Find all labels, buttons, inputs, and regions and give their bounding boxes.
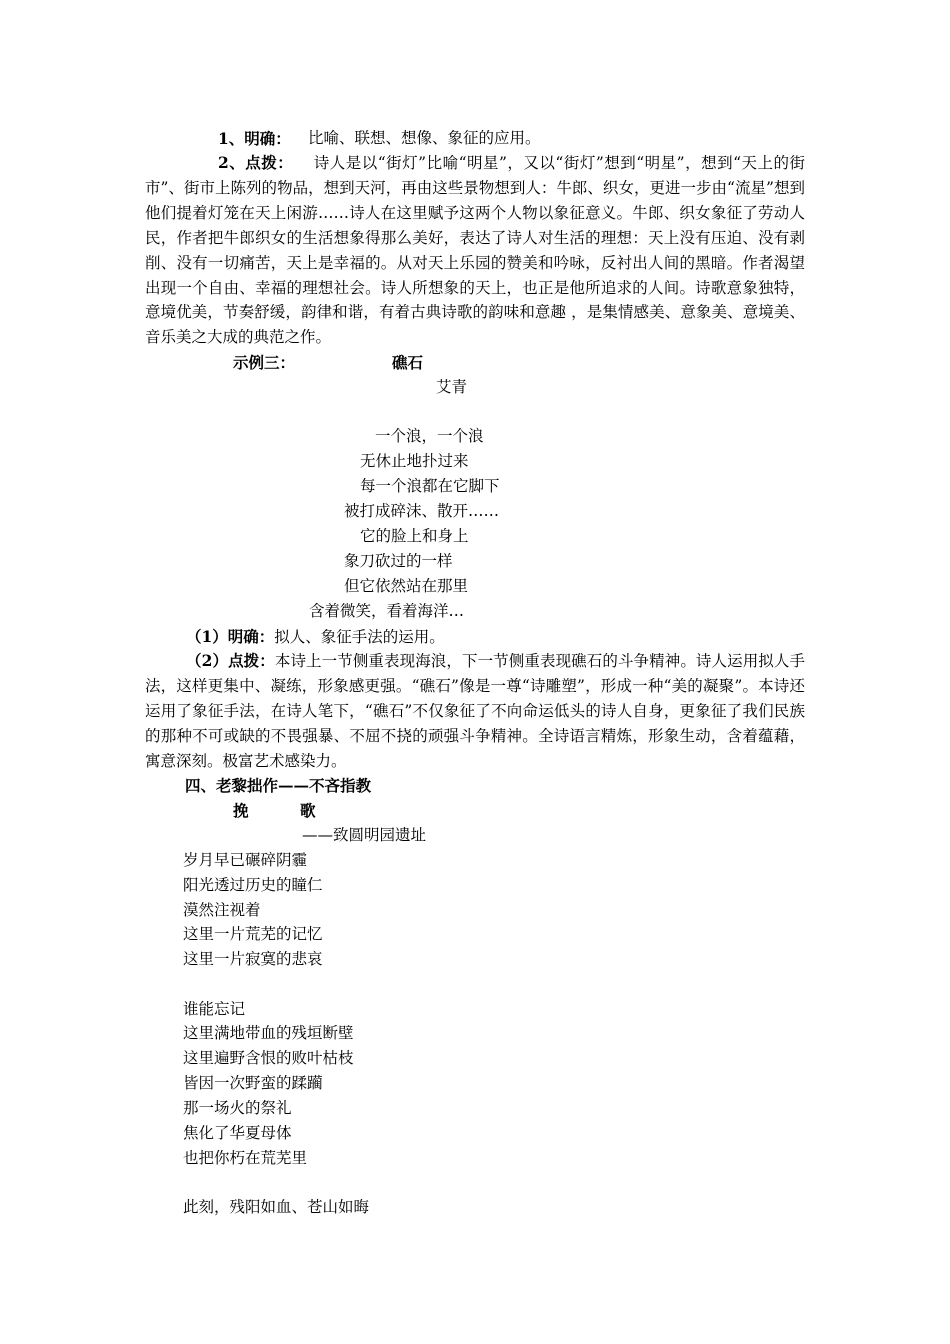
- analysis1-label: （1）明确：: [186, 627, 275, 646]
- item1-label: 1、明确：: [218, 129, 291, 148]
- poem2-line: 皆因一次野蛮的蹂躏: [183, 1074, 323, 1092]
- poem-author: 艾青: [436, 378, 468, 396]
- item2-label: 2、点拨：: [218, 153, 294, 172]
- poem2-line: 岁月早已碾碎阴霾: [183, 851, 308, 869]
- analysis2-label: （2）点拨：: [186, 651, 275, 670]
- poem1-line: 被打成碎沫、散开……: [344, 502, 500, 520]
- poem-title: 礁石: [392, 353, 424, 372]
- poem2-line: 这里一片荒芜的记忆: [183, 925, 323, 943]
- poem1-line: 但它依然站在那里: [344, 577, 469, 595]
- item2-text: 诗人是以“街灯”比喻“明星”，又以“街灯”想到“明星”，想到“天上的街市”、街市上陈列的物品，想到天河，再由这些景物想到人：牛郎、织女，更进一步由“流星”想到他们提着灯笼在天上闲游……诗人在这里赋予这两个人物以象征意义。牛郎、织女象征了劳动人民，作者把牛郎织女的生活想象得那么美好，表达了诗人对生活的理想：天上没有压迫、没有剥削、没有一切痛苦，天上是幸福的。从对天上乐园的赞美和吟咏，反衬出人间的黑暗。作者渴望出现一个自由、幸福的理想社会。诗人所想象的天上，也正是他所追求的人间。诗歌意象独特，意境优美，节奏舒缓，韵律和谐，有着古典诗歌的韵味和意趣 ，是集情感美、意象美、意境美、音乐美之大成的典范之作。: [145, 154, 805, 347]
- poem2-line: 也把你朽在荒芜里: [183, 1149, 308, 1167]
- poem2-title-first: 挽: [233, 801, 249, 820]
- section4-heading: 四、老黎拙作——不吝指教: [185, 776, 372, 795]
- analysis2-text: 本诗上一节侧重表现海浪，下一节侧重表现礁石的斗争精神。诗人运用拟人手法，这样更集中、凝练，形象感更强。“礁石”像是一尊“诗雕塑”，形成一种“美的凝聚”。本诗还运用了象征手法，在诗人笔下，“礁石”不仅象征了不向命运低头的诗人自身，更象征了我们民族的那种不可或缺的不畏强暴、不屈不挠的顽强斗争精神。全诗语言精炼，形象生动，含着蕴藉，寓意深刻。极富艺术感染力。: [145, 652, 805, 770]
- poem1-line: 一个浪，一个浪: [375, 427, 484, 445]
- poem1-line: 象刀砍过的一样: [344, 552, 453, 570]
- poem2-subtitle: ——致圆明园遗址: [302, 826, 427, 844]
- example3-label: 示例三：: [233, 353, 296, 372]
- poem2-line: 漠然注视着: [183, 901, 261, 919]
- analysis1: [186, 624, 445, 649]
- poem2-line: 这里遍野含恨的败叶枯枝: [183, 1049, 354, 1067]
- poem1-line: 无休止地扑过来: [360, 452, 469, 470]
- item1-text: 比喻、联想、想像、象征的应用。: [308, 129, 541, 147]
- poem2-line: 这里满地带血的残垣断壁: [183, 1024, 354, 1042]
- poem1-line: 每一个浪都在它脚下: [360, 477, 500, 495]
- poem1-line: 它的脸上和身上: [360, 527, 469, 545]
- analysis2-paragraph: [145, 649, 805, 774]
- poem2-line: 阳光透过历史的瞳仁: [183, 876, 323, 894]
- poem1-line: 含着微笑，看着海洋…: [309, 602, 465, 620]
- poem2-line: 谁能忘记: [183, 1000, 246, 1018]
- poem2-title-second: 歌: [300, 801, 316, 820]
- poem2-line: 焦化了华夏母体: [183, 1124, 292, 1142]
- analysis1-text: 拟人、象征手法的运用。: [274, 628, 445, 646]
- poem2-line: 这里一片寂寞的悲哀: [183, 950, 323, 968]
- item2-paragraph: [145, 151, 805, 350]
- poem2-line: 那一场火的祭礼: [183, 1099, 292, 1117]
- poem2-line: 此刻，残阳如血、苍山如晦: [183, 1198, 370, 1216]
